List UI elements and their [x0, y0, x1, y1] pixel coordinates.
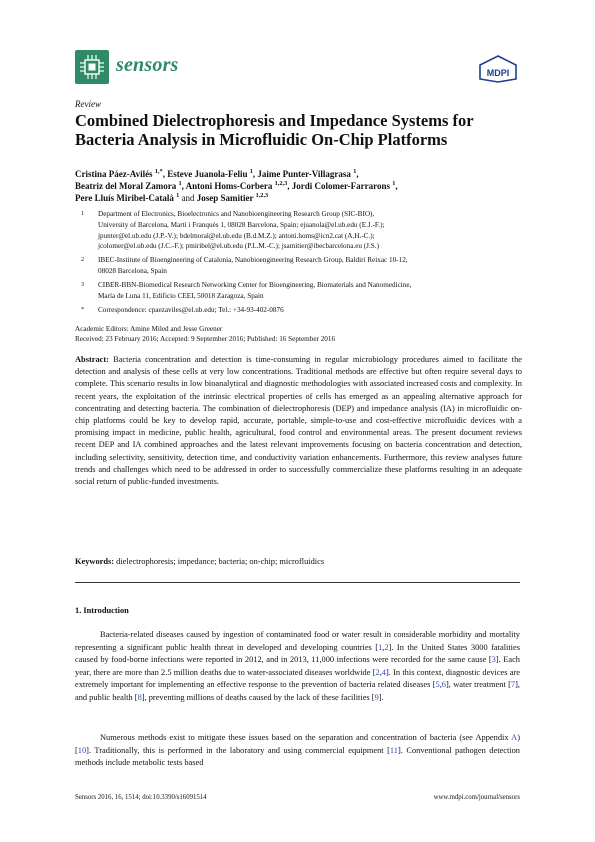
affiliation-number: 1 — [81, 210, 85, 217]
citation-link[interactable]: 6 — [441, 680, 446, 690]
intro-paragraph-1: Bacteria-related diseases caused by ingestion of contaminated food or water result in considerable morbidity and mortality representing a significant public health threat in developed and developing countries [1,2]. In the United States 3000 fatalities caused by food-borne infections were reported in 2012, and in 2013, 11,000 infections were recorded for the same cause [3]. Each year, there are more than 2.5 million deaths due to water-associated diseases worldwide [2,4]. In this context, diagnostic devices are extremely important for implementing an effective response to the prevention of bacteria related diseases [5,6], water treatment [7], and public health [8], preventing millions of deaths caused by the lack of these facilities [9]. — [75, 630, 520, 702]
citation-link[interactable]: 7 — [510, 680, 516, 690]
article-type: Review — [75, 99, 101, 109]
footer-citation: Sensors 2016, 16, 1514; doi:10.3390/s16091514 — [75, 794, 207, 801]
mdpi-logo-text: MDPI — [486, 68, 510, 78]
divider — [75, 582, 520, 583]
affiliation-line: Department of Electronics, Bioelectronics and Nanobioengineering Research Group (SIC-BIO), — [98, 210, 375, 218]
affiliation-number: 3 — [81, 281, 85, 288]
affiliation-line: 08028 Barcelona, Spain — [98, 266, 167, 275]
affiliation-line: jcolomer@el.ub.edu (J.C.-F.); pmiribel@el.ub.edu (P.L.M.-C.); jsamitier@ibecbarcelona.eu (J.S.) — [98, 242, 379, 251]
keywords-label: Keywords: — [75, 557, 115, 566]
footer-url[interactable]: www.mdpi.com/journal/sensors — [433, 794, 520, 801]
keywords-text: dielectrophoresis; impedance; bacteria; on-chip; microfluidics — [116, 557, 325, 566]
citation-link[interactable]: 10 — [77, 745, 87, 755]
affiliation-line: María de Luna 11, Edificio CEEI, 50018 Zaragoza, Spain — [98, 291, 264, 300]
page-title: Combined Dielectrophoresis and Impedance Systems for Bacteria Analysis in Microfluidic On-Chip Platforms — [75, 111, 474, 149]
author-line: Beatriz del Moral Zamora $^1$, Antoni Homs-Corbera $^{1,2,3}$, Jordi Colomer-Farrarons $^1$, — [75, 180, 398, 191]
section-heading: 1. Introduction — [75, 606, 129, 615]
affiliation-number: * — [81, 306, 85, 313]
citation-link[interactable]: 8 — [137, 692, 142, 702]
affiliation-line: University of Barcelona, Martí i Franquès 1, 08028 Barcelona, Spain; ejuanola@el.ub.edu (E.J.-F.); — [98, 220, 385, 229]
correspondence-line: Correspondence: cpaezaviles@el.ub.edu; Tel.: +34-93-402-0876 — [98, 306, 284, 314]
citation-link[interactable]: 2 — [384, 642, 389, 652]
abstract — [75, 354, 522, 488]
appendix-link[interactable]: A — [511, 733, 518, 742]
citation-link[interactable]: 4 — [381, 667, 386, 677]
journal-logo — [75, 50, 109, 84]
citation-link[interactable]: 3 — [491, 655, 496, 665]
citation-link[interactable]: 11 — [389, 745, 398, 755]
mdpi-logo — [478, 55, 518, 83]
affiliation-number: 2 — [81, 256, 85, 263]
affiliation-line: CIBER-BBN-Biomedical Research Networking Center for Bioengineering, Biomaterials and Nanomedicine, — [98, 281, 412, 289]
keywords — [75, 557, 525, 566]
intro-paragraph-2: Numerous methods exist to mitigate these issues based on the separation and concentration of bacteria (see Appendix A) [10]. Traditionally, this is performed in the laboratory and using commercial equipment [11]. Conventional pathogen detection methods include metabolic tests based — [75, 733, 520, 768]
chip-icon — [75, 50, 109, 84]
citation-link[interactable]: 5 — [435, 680, 440, 690]
author-list — [75, 168, 525, 204]
journal-name: sensors — [116, 54, 179, 76]
citation-link[interactable]: 1 — [378, 642, 383, 652]
author-line: Cristina Páez-Avilés $^{1,*}$, Esteve Juanola-Feliu $^1$, Jaime Punter-Villagrasa $^1$, — [75, 168, 359, 179]
abstract-text: Bacteria concentration and detection is time-consuming in regular microbiology procedures aimed to facilitate the detection and analysis of these cells at very low concentrations. Traditional methods are effective but often require several days to complete. This scenario results in low bioanalytical and diagnostic methodologies with associated increased costs and complexity. In recent years, the exploitation of the intrinsic electrical properties of cells has emerged as an appealing alternative approach for concentrating and detecting bacteria. The combination of dielectrophoresis (DEP) and impedance analysis (IA) in microfluidic on-chip platforms could be key to develop rapid, accurate, portable, simple-to-use and cost-effective microfluidic devices with a promising impact in medicine, public health, agricultural, food control and environmental areas. The present document reviews recent DEP and IA combined approaches and the latest relevant improvements focusing on bacteria concentration and detection, including selectivity, sensitivity, detection time, and conductivity variation enhancements. Furthermore, this review analyses future trends and challenges which need to be addressed in order to successfully commercialize these platforms resulting in an adequate social return of public-funded investments. — [75, 355, 522, 487]
publication-dates: Received: 23 February 2016; Accepted: 9 September 2016; Published: 16 September 2016 — [75, 335, 336, 343]
abstract-label: Abstract: — [75, 355, 109, 364]
citation-link[interactable]: 2 — [375, 667, 380, 677]
author-line: Pere Lluís Miribel-Català $^1$ and Josep Samitier $^{1,2,3}$ — [75, 192, 269, 203]
citation-link[interactable]: 9 — [374, 692, 379, 702]
affiliation-line: jpunter@el.ub.edu (J.P.-V.); bdelmoral@el.ub.edu (B.d.M.Z.); antoni.homs@icn2.cat (A.H.-C.); — [98, 231, 375, 240]
academic-editors: Academic Editors: Amine Miled and Jesse Greener — [75, 325, 223, 333]
affiliation-line: IBEC-Institute of Bioengineering of Catalonia, Nanobioengineering Research Group, Baldiri Reixac 10-12, — [98, 256, 408, 264]
